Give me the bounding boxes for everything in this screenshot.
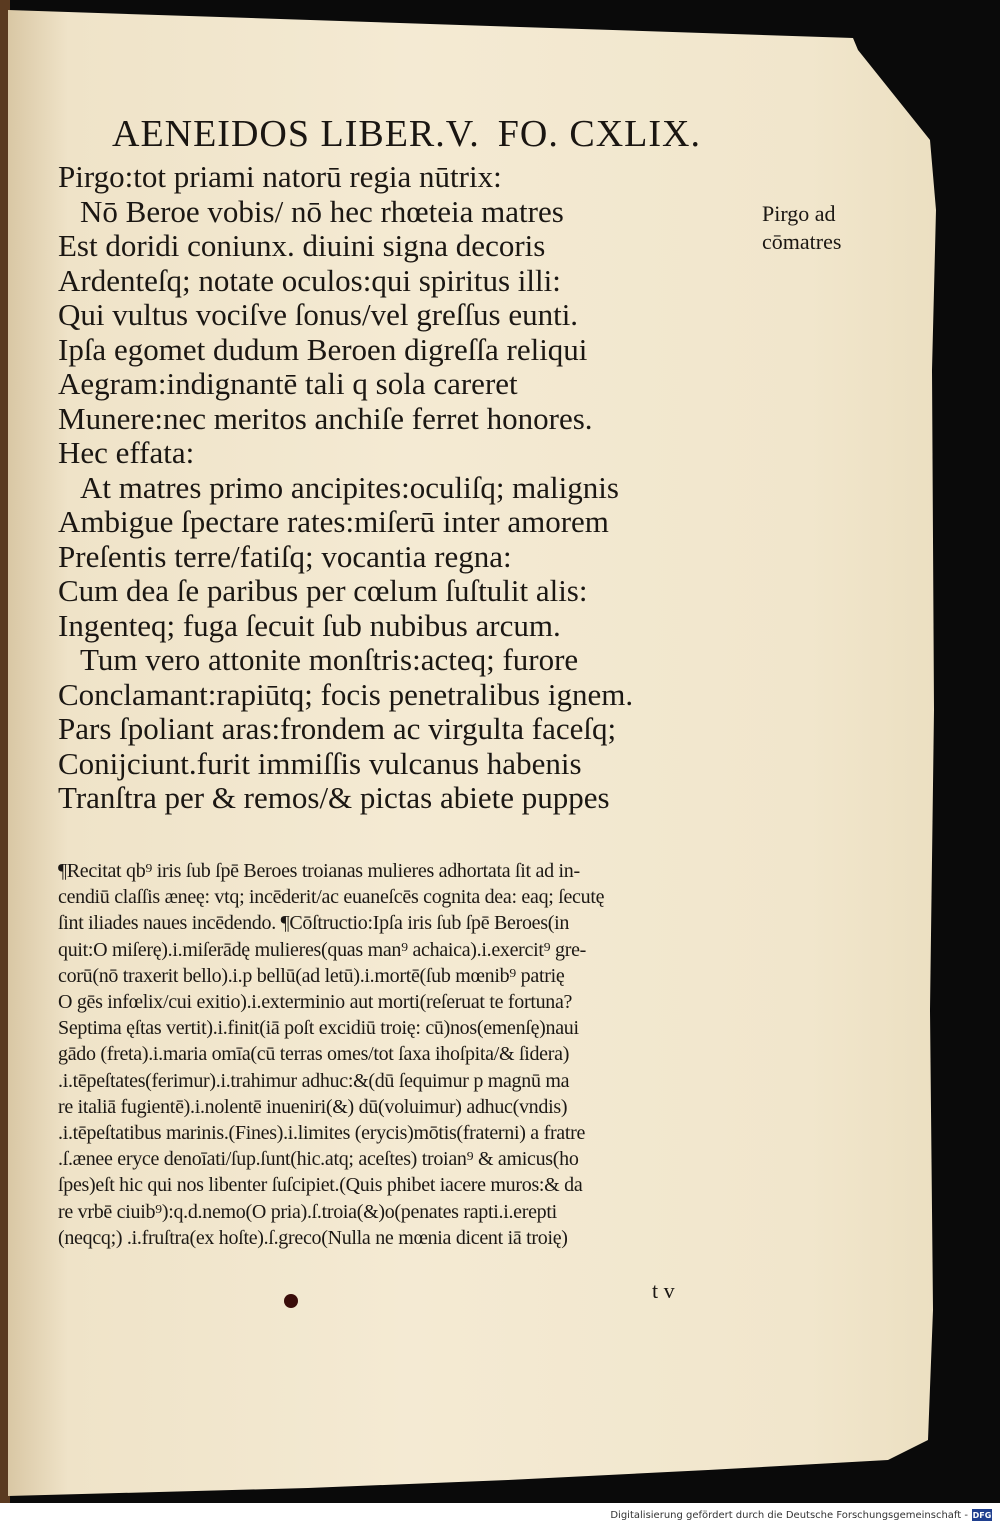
commentary-line: Septima ęſtas vertit).i.finit(iā poſt excidiū troię: cū)nos(emenſę)naui [58,1017,579,1040]
commentary-line: ¶Recitat qb⁹ iris ſub ſpē Beroes troianas mulieres adhortata ſit ad in- [58,860,580,882]
marginal-note [762,200,882,256]
dfg-logo: DFG [972,1510,992,1520]
commentary-line: corū(nō traxerit bello).i.p bellū(ad letū).i.mortē(ſub mœnib⁹ patrię [58,964,565,987]
footer-credit: Digitalisierung gefördert durch die Deutsche Forschungsgemeinschaft - [610,1509,968,1521]
verse-line: Cum dea ſe paribus per cœlum ſuſtulit alis: [58,573,588,608]
commentary-line: (neqcq;) .i.fruſtra(ex hoſte).ſ.greco(Nulla ne mœnia dicent iā troię) [58,1226,568,1249]
verse-line: Ingenteq; fuga ſecuit ſub nubibus arcum. [58,607,561,643]
verse-line: Est doridi coniunx. diuini signa decoris [58,228,546,263]
commentary-text [58,858,778,1251]
running-head-title: AENEIDOS LIBER.V. [112,113,480,155]
commentary-line: ſpes)eſt hic qui nos libenter ſuſcipiet.(Quis phibet iacere muros:& da [58,1174,583,1197]
verse-line: Preſentis terre/fatiſq; vocantia regna: [58,538,512,574]
marginal-note-line: Pirgo ad [762,201,836,226]
verse-line: Munere:nec meritos anchiſe ferret honores. [58,400,593,436]
verse-line: Conclamant:rapiūtq; focis penetralibus ignem. [58,676,634,712]
commentary-line: re italiā fugientē).i.nolentē inueniri(&) dū(voluimur) adhuc(vndis) [58,1095,568,1118]
verse-line: Ipſa egomet dudum Beroen digreſſa reliqui [58,331,588,367]
verse-line: Nō Beroe vobis/ nō hec rhœteia matres [80,193,564,229]
signature-mark: t v [652,1278,675,1303]
verse-line: Ardenteſq; notate oculos:qui spiritus illi: [58,262,561,298]
commentary-line: quit:O miſerę).i.miſerādę mulieres(quas man⁹ achaica).i.exercit⁹ gre- [58,938,587,961]
verse-text [58,160,738,816]
running-head [112,112,719,156]
verse-line: Tranſtra per & remos/& pictas abiete puppes [58,780,610,815]
commentary-line: .ſ.ænee eryce denoīati/ſup.ſunt(hic.atq; aceſtes) troian⁹ & amicus(ho [58,1148,579,1171]
commentary-line: re vrbē ciuib⁹):q.d.nemo(O pria).ſ.troia(&)o(penates rapti.i.erepti [58,1200,557,1223]
commentary-line: ſint iliades naues incēdendo. ¶Cōſtructio:Ipſa iris ſub ſpē Beroes(in [58,912,570,935]
commentary-line: gādo (freta).i.maria omīa(cū terras omes/tot ſaxa ihoſpita/& ſidera) [58,1043,570,1066]
commentary-line: O gēs infœlix/cui exitio).i.exterminio aut morti(reſeruat te fortuna? [58,991,573,1014]
commentary-line: .i.tēpeſtatibus marinis.(Fines).i.limites (erycis)mōtis(fraterni) a fratre [58,1122,586,1145]
folio-number: FO. CXLIX. [497,113,701,155]
verse-line: Conijciunt.furit immiſſis vulcanus habenis [58,745,582,781]
verse-line: At matres primo ancipites:oculiſq; malignis [80,469,619,505]
verse-line: Hec effata: [58,435,195,470]
verse-line: Ambigue ſpectare rates:miſerū inter amorem [58,504,609,539]
verse-line: Qui vultus vociſve ſonus/vel greſſus eunti. [58,297,579,332]
digitization-footer [610,1506,992,1524]
ink-stain [284,1294,298,1308]
verse-line: Pars ſpoliant aras:frondem ac virgulta faceſq; [58,711,617,746]
verse-line: Pirgo:tot priami natorū regia nūtrix: [58,159,502,194]
verse-line: Aegram:indignantē tali q sola careret [58,366,518,401]
marginal-note-line: cōmatres [762,229,842,254]
commentary-line: .i.tēpeſtates(ferimur).i.trahimur adhuc:&(dū ſequimur p magnū ma [58,1069,570,1092]
verse-line: Tum vero attonite monſtris:acteq; furore [80,642,579,677]
commentary-line: cendiū claſſis æneę: vtq; incēderit/ac euaneſcēs cognita dea: eaq; ſecutę [58,886,605,909]
